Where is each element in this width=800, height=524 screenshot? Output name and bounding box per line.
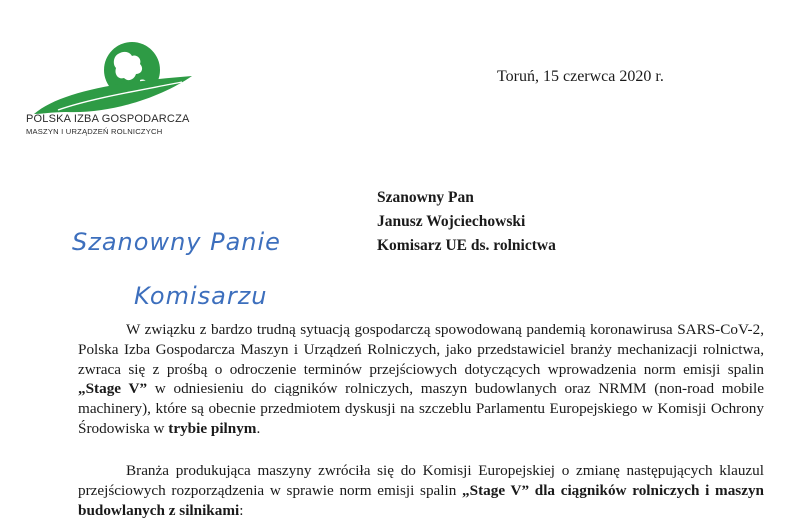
addressee-block [377, 186, 556, 258]
paragraph2-text-a: Branża produkująca maszyny zwróciła się do Komisji Europejskiej o zmianę następujących klauzul przejściowych rozporządzenia w sprawie norm emisji spalin [78, 462, 764, 499]
paragraph1-text-a: W związku z bardzo trudną sytuacją gospodarczą spowodowaną pandemią koronawirusa SARS-CoV-2, Polska Izba Gospodarcza Maszyn i Urządzeń Rolniczych, jako przedstawiciel branży mechanizacji rolnictwa, zwraca się z prośbą o odroczenie terminów przejściowych dotyczących wprowadzenia norm emisji spalin [78, 321, 764, 378]
org-name: POLSKA IZBA GOSPODARCZA [26, 113, 190, 125]
paragraph1-bold-stage-v: „Stage V” [78, 380, 148, 398]
addressee-salutation: Szanowny Pan [377, 189, 474, 206]
letterhead-logo [22, 28, 202, 140]
org-subname: MASZYN I URZĄDZEŃ ROLNICZYCH [26, 127, 163, 136]
paragraph1-text-c: . [256, 419, 261, 437]
globe-leaf-icon [32, 28, 197, 118]
addressee-title: Komisarz UE ds. rolnictwa [377, 237, 556, 254]
handwritten-greeting-line1: Szanowny Panie [72, 228, 281, 256]
body-paragraph-1 [78, 320, 764, 439]
date-line: Toruń, 15 czerwca 2020 r. [497, 68, 664, 85]
handwritten-greeting-line2: Komisarzu [134, 282, 268, 310]
body-paragraph-2 [78, 461, 764, 520]
addressee-name: Janusz Wojciechowski [377, 213, 526, 230]
paragraph1-bold-urgent: trybie pilnym [168, 419, 257, 437]
paragraph1-text-b: w odniesieniu do ciągników rolniczych, maszyn budowlanych oraz NRMM (non-road mobile machinery), które są obecnie przedmiotem dyskusji na szczeblu Parlamentu Europejskiego w Komisji Ochrony Środowiska w [78, 380, 764, 437]
paragraph2-bold: „Stage V” dla ciągników rolniczych i maszyn budowlanych z silnikami [78, 481, 764, 519]
paragraph2-text-b: : [239, 501, 244, 519]
